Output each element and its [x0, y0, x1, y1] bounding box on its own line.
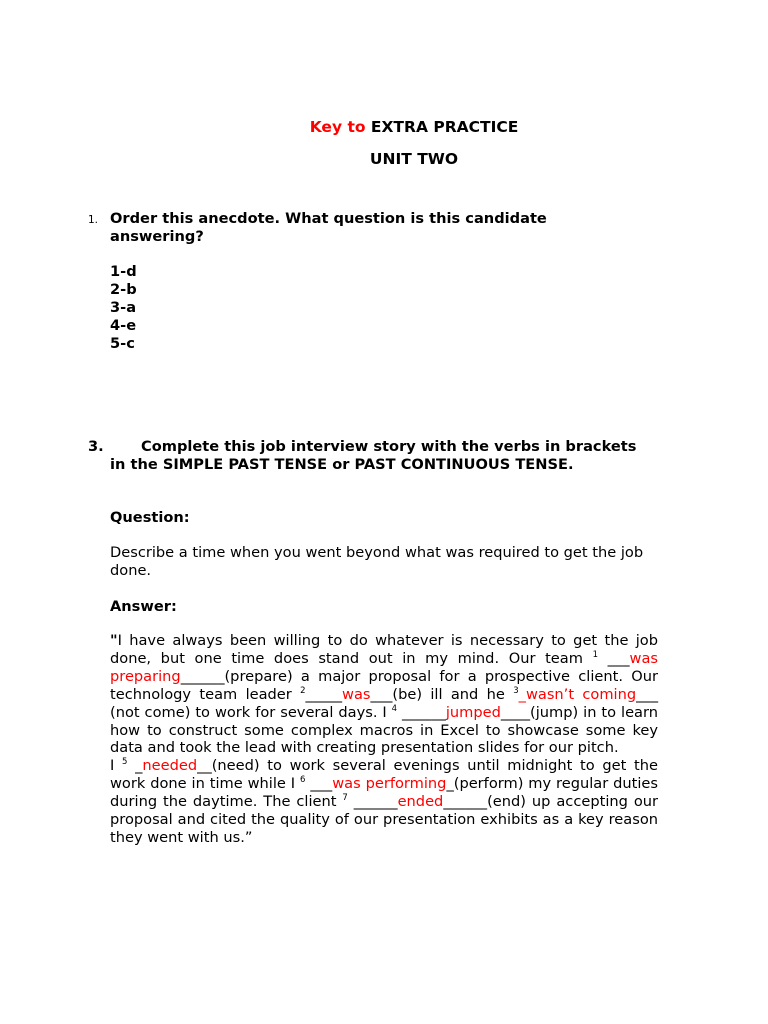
story-text: ______ — [397, 703, 446, 721]
answer-item: 1-d — [110, 263, 137, 280]
section3-instruction-text: Complete this job interview story with the verbs in brackets in the SIMPLE PAST TENSE or PAST CONTINUOUS TENSE. — [110, 438, 637, 473]
blank-number: 6 — [300, 775, 306, 786]
story-text: ___ — [597, 649, 630, 667]
answer-verb: was preparing — [110, 649, 658, 685]
answer-label: Answer: — [110, 598, 177, 615]
unit-title: UNIT TWO — [369, 150, 459, 168]
title-text: EXTRA PRACTICE — [365, 118, 519, 136]
story-text: ______(end) up accepting our proposal and cited the quality of our presentation exhibits as a key reason they went with us.” — [110, 793, 659, 846]
answer-item: 4-e — [110, 317, 137, 334]
blank-number: 3 — [513, 685, 519, 696]
answer-item: 2-b — [110, 281, 137, 298]
open-quote: " — [110, 632, 118, 649]
story-text: _(perform) my regular duties during the daytime. The client — [110, 775, 659, 811]
question-label: Question: — [110, 509, 190, 526]
blank-number: 2 — [300, 685, 306, 696]
answer-verb: was performing — [332, 775, 447, 793]
blank-number: 1 — [592, 649, 598, 660]
answer-verb: was — [342, 685, 371, 703]
story-text: ______(prepare) a major proposal for a prospective client. Our technology team leader — [110, 667, 658, 703]
section3-number: 3. — [88, 438, 104, 455]
answer-verb: needed — [142, 757, 198, 775]
section3-instruction — [110, 438, 640, 474]
story-text: __(need) to work several evenings until midnight to get the work done in time while I — [110, 757, 658, 793]
blank-number: 4 — [391, 703, 398, 714]
answer-verb: _wasn’t coming — [518, 685, 637, 703]
title-key-prefix: Key to — [309, 118, 366, 136]
story-text: ____(jump) in to learn how to construct some complex macros in Excel to showcase some key data and took the lead with creating presentation slides for our pitch. — [110, 703, 658, 757]
document-title — [30, 118, 768, 136]
section1-question: Order this anecdote. What question is this candidate answering? — [110, 210, 547, 245]
story-text: ___ (not come) to work for several days. I — [110, 685, 659, 721]
section1-number: 1. — [88, 214, 99, 226]
story-text: _ — [127, 757, 143, 775]
answer-verb: jumped — [445, 703, 501, 721]
blank-number: 7 — [342, 793, 348, 804]
blank-number: 5 — [122, 757, 128, 768]
story-text: _____ — [305, 685, 343, 703]
section1-answer-list — [110, 263, 137, 353]
question-text: Describe a time when you went beyond what was required to get the job done. — [110, 544, 644, 579]
answer-story — [110, 632, 658, 847]
answer-item: 3-a — [110, 299, 137, 316]
story-text: I have always been willing to do whatever is necessary to get the job done, but one time does stand out in my mind. Our team — [110, 632, 658, 667]
answer-verb: ended — [397, 793, 444, 811]
story-text: I — [110, 757, 122, 775]
story-text: ___(be) ill and he — [370, 685, 514, 703]
story-text: ___ — [305, 775, 333, 793]
answer-item: 5-c — [110, 335, 135, 352]
story-text: ______ — [347, 793, 398, 811]
